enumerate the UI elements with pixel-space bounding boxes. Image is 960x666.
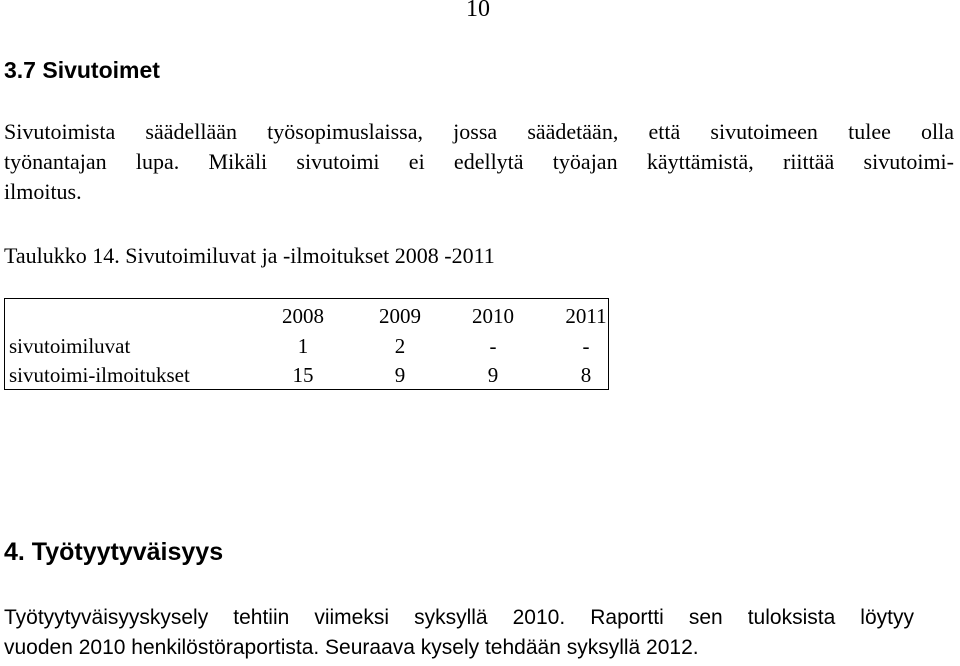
- table-cell: 9: [487, 363, 499, 387]
- page-number: 10: [466, 0, 490, 22]
- table-caption: Taulukko 14. Sivutoimiluvat ja -ilmoitukset 2008 -2011: [4, 243, 495, 268]
- section-heading: 3.7 Sivutoimet: [4, 57, 160, 83]
- data-table: [4, 298, 609, 390]
- column-header: 2010: [472, 304, 514, 328]
- paragraph-line: ilmoitus.: [4, 179, 82, 204]
- paragraph-tyotyytyvaisyys: [4, 603, 914, 663]
- table-cell: -: [489, 334, 497, 358]
- paragraph-line: vuoden 2010 henkilöstöraportista. Seuraava kysely tehdään syksyllä 2012.: [4, 636, 699, 659]
- paragraph-line: Sivutoimista säädellään työsopimuslaissa, jossa säädetään, että sivutoimeen tulee olla: [4, 119, 954, 144]
- table-cell: 1: [297, 334, 309, 358]
- table-cell: 2: [394, 334, 406, 358]
- table-cell: 15: [292, 363, 314, 387]
- row-label: sivutoimi-ilmoitukset: [9, 363, 190, 387]
- table-cell: 9: [394, 363, 406, 387]
- section-heading: 4. Työtyytyväisyys: [4, 538, 224, 566]
- table-cell: -: [582, 334, 590, 358]
- table-cell: 8: [580, 363, 592, 387]
- paragraph-line: työnantajan lupa. Mikäli sivutoimi ei edellytä työajan käyttämistä, riittää sivutoimi-: [4, 149, 954, 174]
- paragraph-line: Työtyytyväisyyskysely tehtiin viimeksi syksyllä 2010. Raportti sen tuloksista löytyy: [4, 606, 914, 629]
- column-header: 2011: [565, 304, 607, 328]
- column-header: 2008: [282, 304, 324, 328]
- row-label: sivutoimiluvat: [9, 334, 131, 358]
- paragraph-sivutoimet: [4, 117, 954, 207]
- column-header: 2009: [379, 304, 421, 328]
